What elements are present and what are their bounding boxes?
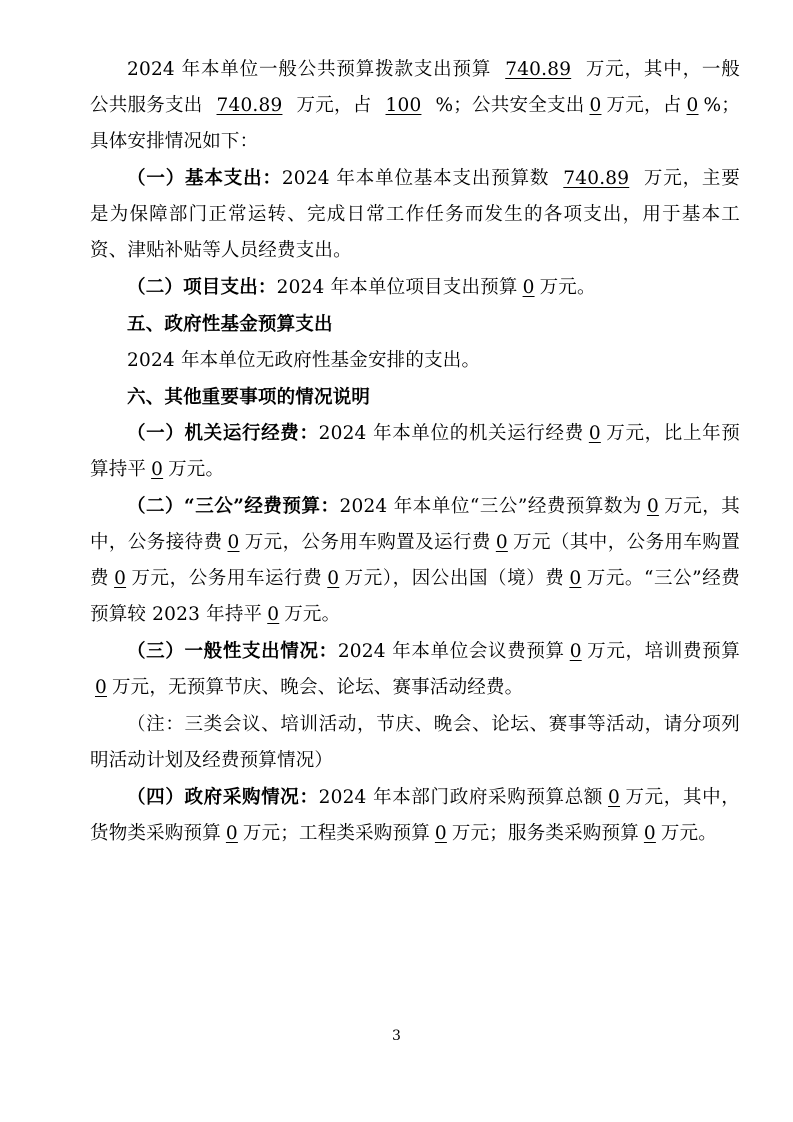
document-body <box>90 52 740 852</box>
text-run: 2024 年本单位基本支出预算数 <box>281 168 550 189</box>
text-run: 万元。 <box>539 277 596 298</box>
fill-in-value: 0 <box>495 532 508 553</box>
fill-in-value: 0 <box>686 95 699 116</box>
text-run: 万元，其中，公务接待费 <box>90 496 740 553</box>
text-run: 万元，无预算节庆、晚会、论坛、赛事活动经费。 <box>111 677 524 698</box>
text-run: 2024 年本单位一般公共预算拨款支出预算 <box>127 59 492 80</box>
paragraph <box>90 634 740 706</box>
text-run: 万元，培训费预算 <box>586 641 741 662</box>
fill-in-value: 0 <box>646 496 659 517</box>
text-run: 万元（其中，公务用车购置费 <box>90 532 740 589</box>
fill-in-value: 0 <box>327 568 340 589</box>
fill-in-value: 0 <box>227 532 240 553</box>
text-run: 万元。 <box>284 604 341 625</box>
paragraph <box>90 52 740 160</box>
paragraph <box>90 416 740 488</box>
fill-in-value: 0 <box>151 459 164 480</box>
text-run: 万元。 <box>660 823 717 844</box>
fill-in-value: 0 <box>569 641 582 662</box>
text-run: 万元，占 <box>296 95 372 116</box>
text-run: 2024 年本单位无政府性基金安排的支出。 <box>127 350 481 371</box>
fill-in-value: 0 <box>569 568 582 589</box>
text-run: 2024 年本单位项目支出预算 <box>276 277 518 298</box>
fill-in-value: 0 <box>608 787 621 808</box>
fill-in-value: 0 <box>589 95 602 116</box>
text-run: 万元，主要是为保障部门正常运转、完成日常工作任务而发生的各项支出，用于基本工资、津贴补贴等人员经费支出。 <box>90 168 740 261</box>
paragraph-lead-label: （一）机关运行经费： <box>127 423 319 444</box>
fill-in-value: 0 <box>225 823 238 844</box>
paragraph <box>90 343 740 379</box>
paragraph-lead-label: （三）一般性支出情况： <box>127 641 338 662</box>
text-run: 万元；服务类采购预算 <box>451 823 639 844</box>
paragraph <box>90 780 740 852</box>
text-run: 万元，占 <box>606 95 682 116</box>
paragraph-lead-label: （二）“三公”经费预算： <box>127 496 340 517</box>
fill-in-value: 0 <box>588 423 601 444</box>
fill-in-value: 0 <box>522 277 535 298</box>
paragraph <box>90 161 740 269</box>
text-run: 万元，公务用车购置及运行费 <box>244 532 491 553</box>
text-run: 2024 年本单位的机关运行经费 <box>318 423 584 444</box>
fill-in-value: 740.89 <box>505 59 572 80</box>
fill-in-value: 0 <box>434 823 447 844</box>
page-number: 3 <box>392 1028 401 1044</box>
fill-in-value: 0 <box>267 604 280 625</box>
text-run: 万元。“三公”经费预算较 2023 年持平 <box>90 568 741 625</box>
text-run: %；具体安排情况如下： <box>90 95 740 152</box>
text-run: 万元；工程类采购预算 <box>242 823 430 844</box>
text-run: （注：三类会议、培训活动，节庆、晚会、论坛、赛事等活动，请分项列明活动计划及经费预算情况） <box>90 714 740 771</box>
text-run: 万元。 <box>168 459 225 480</box>
text-run: 万元，比上年预算持平 <box>90 423 740 480</box>
paragraph <box>90 270 740 306</box>
section-heading <box>90 307 740 343</box>
section-heading <box>90 380 740 416</box>
paragraph-lead-label: （四）政府采购情况： <box>127 787 319 808</box>
text-run: 万元，其中，一般公共服务支出 <box>90 59 740 116</box>
text-run: 万元，公务用车运行费 <box>131 568 323 589</box>
text-run: 2024 年本单位会议费预算 <box>337 641 565 662</box>
text-run: 万元，其中，货物类采购预算 <box>90 787 740 844</box>
fill-in-value: 740.89 <box>563 168 630 189</box>
paragraph-lead-label: （一）基本支出： <box>127 168 282 189</box>
fill-in-value: 740.89 <box>216 95 283 116</box>
text-run: 2024 年本部门政府采购预算总额 <box>318 787 604 808</box>
paragraph-lead-label: 五、政府性基金预算支出 <box>127 314 333 335</box>
text-run: 万元），因公出国（境）费 <box>344 568 565 589</box>
fill-in-value: 0 <box>114 568 127 589</box>
text-run: 2024 年本单位“三公”经费预算数为 <box>339 496 642 517</box>
paragraph <box>90 707 740 779</box>
fill-in-value: 100 <box>385 95 422 116</box>
paragraph-lead-label: 六、其他重要事项的情况说明 <box>127 387 371 408</box>
text-run: %；公共安全支出 <box>435 95 585 116</box>
fill-in-value: 0 <box>643 823 656 844</box>
fill-in-value: 0 <box>95 677 107 698</box>
paragraph <box>90 489 740 633</box>
paragraph-lead-label: （二）项目支出： <box>127 277 277 298</box>
